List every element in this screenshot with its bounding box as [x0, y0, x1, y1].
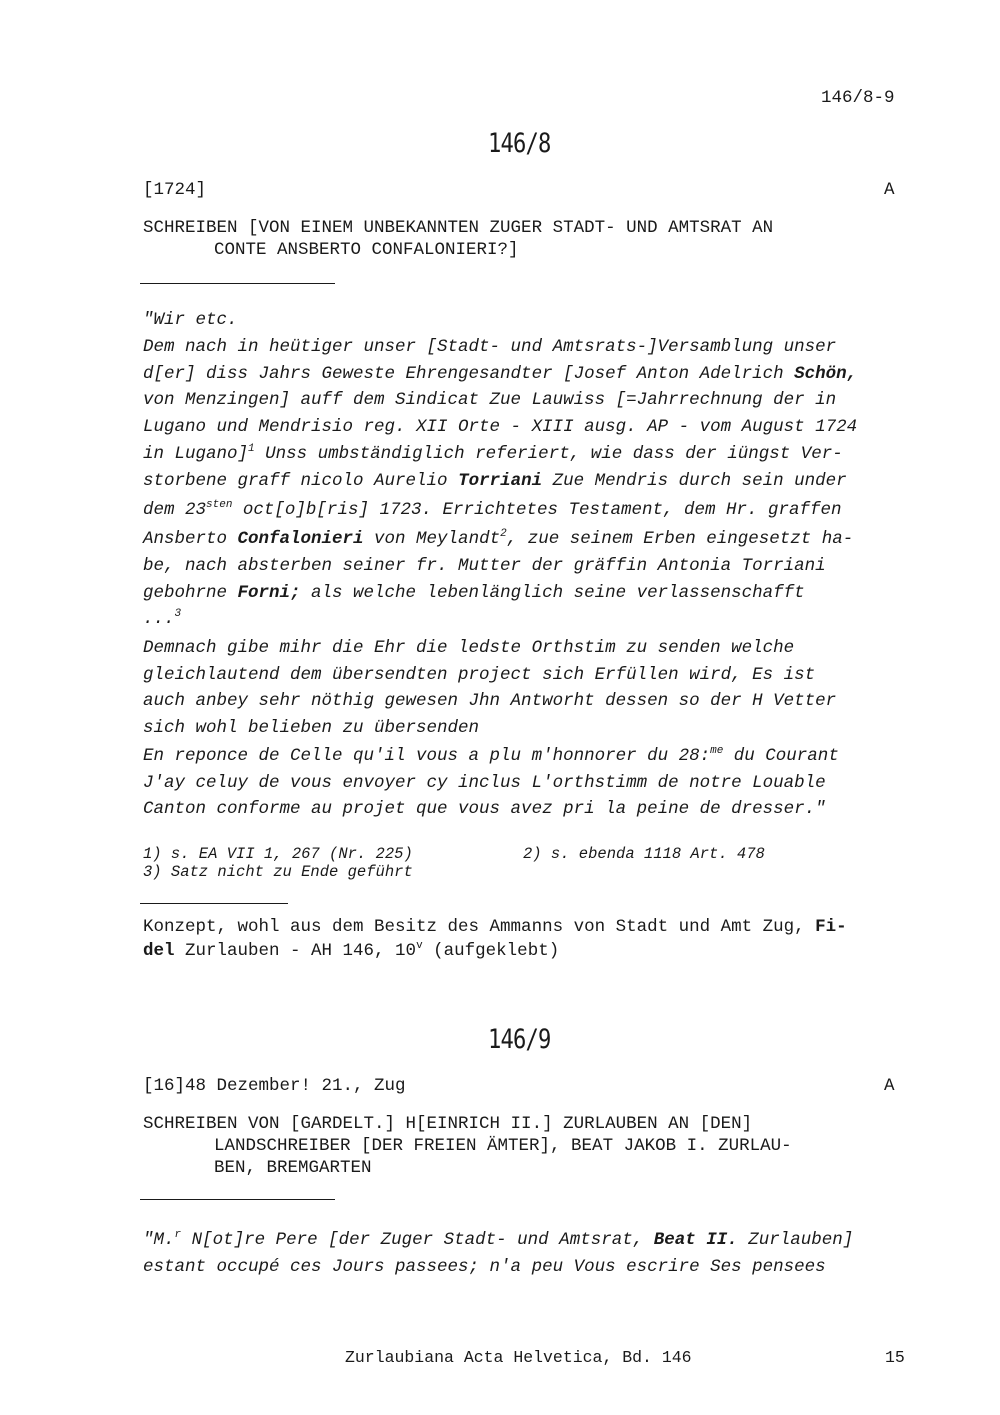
page-reference: 146/8-9 — [821, 88, 895, 108]
footnote-marker: 2 — [500, 528, 507, 540]
body-line: dem $23^{sten}$ oct[o]b[ris] 1723. Errichtetes Testament, dem Hr. graffen — [143, 499, 842, 520]
separator-rule — [140, 903, 288, 904]
document-heading: 146/9 — [488, 1024, 551, 1055]
source-note-line: Konzept, wohl aus dem Besitz des Ammanns von Stadt und Amt Zug, Fi- — [143, 917, 847, 937]
body-line: sich wohl belieben zu übersenden — [143, 718, 480, 738]
page-number: 15 — [885, 1348, 905, 1367]
body-line: von Menzingen] auff dem Sindicat Zue Lauwiss [=Jahrrechnung der in — [143, 390, 837, 410]
document-grade: A — [884, 1076, 895, 1096]
footnote: 1) s. EA VII 1, 267 (Nr. 225) — [143, 845, 413, 863]
body-line: En reponce de Celle qu'il vous a plu m'honnorer du 28:$^{me}$ du Courant — [143, 745, 839, 766]
document-grade: A — [884, 180, 895, 200]
document-date: [16]48 Dezember! 21., Zug — [143, 1076, 406, 1096]
body-line: Ansberto Confalonieri von Meylandt$^2$, zue seinem Erben eingesetzt ha- — [143, 528, 854, 549]
body-line: be, nach absterben seiner fr. Mutter der gräffin Antonia Torriani — [143, 556, 826, 576]
body-line: Demnach gibe mihr die Ehr die ledste Orthstim zu senden welche — [143, 638, 795, 658]
footnote: 2) s. ebenda 1118 Art. 478 — [523, 845, 765, 863]
footnote: 3) Satz nicht zu Ende geführt — [143, 863, 413, 881]
body-line: J'ay celuy de vous envoyer cy inclus L'orthstimm de notre Louable — [143, 773, 826, 793]
body-line: estant occupé ces Jours passees; n'a peu Vous escrire Ses pensees — [143, 1257, 826, 1277]
body-line: ...$^3$ — [143, 608, 182, 629]
body-line: auch anbey sehr nöthig gewesen Jhn Antworht dessen so der H Vetter — [143, 691, 837, 711]
document-title-line: SCHREIBEN [VON EINEM UNBEKANNTEN ZUGER STADT- UND AMTSRAT AN — [143, 218, 774, 238]
document-title-line: LANDSCHREIBER [DER FREIEN ÄMTER], BEAT JAKOB I. ZURLAU- — [214, 1136, 792, 1156]
document-title-line: BEN, BREMGARTEN — [214, 1158, 372, 1178]
body-line: gleichlautend dem übersendten project sich Erfüllen wird, Es ist — [143, 665, 816, 685]
source-note-line: del Zurlauben - AH 146, 10$^v$ (aufgeklebt) — [143, 940, 560, 961]
body-line: in Lugano]$^1$ Unss umbständiglich referiert, wie dass der iüngst Ver- — [143, 443, 843, 464]
footnote-marker: 1 — [248, 443, 255, 455]
body-line: Dem nach in heütiger unser [Stadt- und Amtsrats-]Versamblung unser — [143, 337, 837, 357]
footnote-marker: 3 — [174, 608, 182, 620]
body-line: "M.$^r$ N[ot]re Pere [der Zuger Stadt- und Amtsrat, Beat II. Zurlauben] — [143, 1229, 854, 1250]
document-title-line: CONTE ANSBERTO CONFALONIERI?] — [214, 240, 519, 260]
body-line: d[er] diss Jahrs Geweste Ehrengesandter [Josef Anton Adelrich Schön, — [143, 364, 858, 384]
document-date: [1724] — [143, 180, 207, 200]
document-title-line: SCHREIBEN VON [GARDELT.] H[EINRICH II.] ZURLAUBEN AN [DEN] — [143, 1114, 753, 1134]
body-line: Lugano und Mendrisio reg. XII Orte - XIII ausg. AP - vom August 1724 — [143, 417, 858, 437]
separator-rule — [140, 283, 335, 284]
body-line: storbene graff nicolo Aurelio Torriani Zue Mendris durch sein under — [143, 471, 847, 491]
body-line: "Wir etc. — [143, 310, 238, 330]
footer-series-title: Zurlaubiana Acta Helvetica, Bd. 146 — [345, 1348, 692, 1367]
body-line: gebohrne Forni; als welche lebenlänglich seine verlassenschafft — [143, 583, 805, 603]
body-line: Canton conforme au projet que vous avez pri la peine de dresser." — [143, 799, 826, 819]
separator-rule — [140, 1199, 335, 1200]
document-heading: 146/8 — [488, 128, 551, 159]
